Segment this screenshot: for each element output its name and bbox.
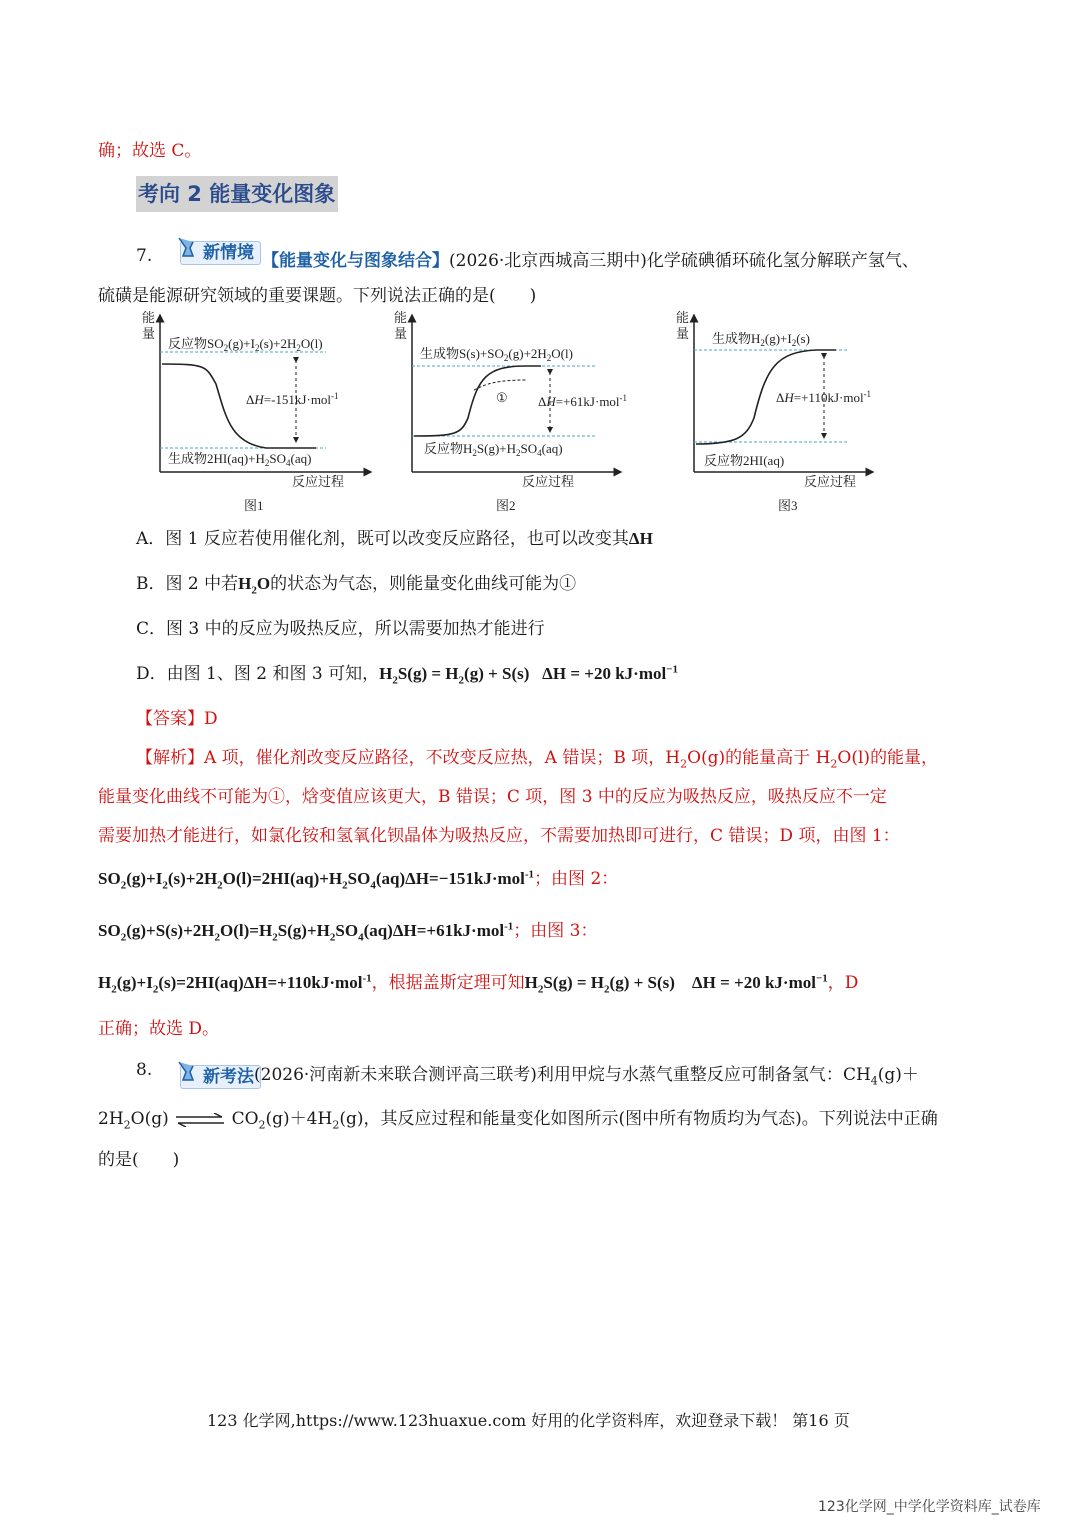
fig3-reactants: 反应物2HI(aq) bbox=[704, 453, 785, 468]
q7-badge-label: 新情境 bbox=[203, 243, 254, 263]
fig1-ylabel-2: 量 bbox=[142, 326, 156, 341]
analysis-text-1: A 项，催化剂改变反应路径，不改变反应热，A 错误；B 项， bbox=[204, 748, 666, 768]
equation-fig2: $SO_2(g)+S(s)+2H_2O(l)=H_2S(g)+H_2SO_4(aq)\Delta H=+61kJ\cdot mol^{-1}$ bbox=[98, 920, 514, 944]
q8-number: 8. bbox=[136, 1060, 153, 1080]
fig3-ylabel-1: 能 bbox=[676, 310, 690, 325]
option-a-symbol: ΔH bbox=[628, 529, 653, 548]
q7-number: 7. bbox=[136, 246, 153, 266]
analysis-text-1-tail: 的能量， bbox=[870, 748, 939, 768]
fig3-products: 生成物$H_2(g)+I_2(s)$ bbox=[712, 331, 810, 348]
fig1-delta-h: ΔH=-151kJ·mol$^{-1}$ bbox=[246, 391, 339, 407]
hess-law-text: ，根据盖斯定理可知 bbox=[371, 973, 525, 993]
q7-stem-line1 bbox=[262, 246, 919, 271]
fig2-reactants: 反应物$H_2S(g)+H_2SO_4(aq)$ bbox=[424, 441, 563, 458]
q8-stem-line2 bbox=[98, 1104, 938, 1131]
flask-icon bbox=[175, 1060, 197, 1084]
section-title: 考向 2 能量变化图象 bbox=[136, 176, 338, 212]
q7-badge bbox=[180, 238, 261, 263]
q8-badge-label: 新考法 bbox=[203, 1067, 254, 1087]
option-b-formula: $H_2O$ bbox=[238, 574, 271, 597]
page-footer: 123 化学网,https://www.123huaxue.com 好用的化学资料库，欢迎登录下载！ 第16 页 bbox=[207, 1411, 850, 1430]
q8-badge bbox=[180, 1062, 261, 1087]
conclusion-line: 正确；故选 D。 bbox=[98, 1019, 220, 1039]
fig1-products: 生成物$2HI(aq)+H_2SO_4(aq)$ bbox=[168, 451, 312, 468]
fig1-xlabel: 反应过程 bbox=[292, 474, 345, 489]
fig2-caption: 图2 bbox=[496, 498, 516, 513]
fig1-reactants: 反应物$SO_2(g)+I_2(s)+2H_2O(l)$ bbox=[168, 336, 323, 353]
option-b bbox=[136, 569, 576, 596]
fig2-curve-marker: ① bbox=[496, 390, 508, 405]
figure-1 bbox=[142, 310, 368, 513]
answer-line bbox=[136, 704, 218, 729]
watermark: 123化学网_中学化学资料库_试卷库 bbox=[818, 1499, 1041, 1515]
figure-3 bbox=[676, 310, 871, 513]
conclusion-tail: ，D bbox=[827, 973, 859, 993]
analysis-line3: 需要加热才能进行，如氯化铵和氢氧化钡晶体为吸热反应，不需要加热即可进行，C 错误；D 项，由图 1： bbox=[98, 826, 900, 846]
q8-products: $CO_2(g)+4H_2(g)$ bbox=[231, 1109, 364, 1132]
equation-fig3: $H_2(g)+I_2(s)=2HI(aq)\Delta H=+110kJ\cdot mol^{-1}$ bbox=[98, 972, 372, 996]
option-a bbox=[136, 524, 653, 549]
q8-source: (2026·河南新未来联合测评高三联考)利用甲烷与水蒸气重整反应可制备氢气： bbox=[254, 1065, 843, 1085]
equation-result: $H_2S(g) = H_2(g) + S(s)$ ΔH = +20 kJ·mol$^{-1}$ bbox=[524, 972, 828, 996]
option-d-equation: $H_2S(g) = H_2(g) + S(s) \Delta H = +20$ kJ·mol$^{-1}$ bbox=[379, 663, 678, 687]
answer-value: D bbox=[204, 709, 218, 729]
analysis-line1 bbox=[136, 743, 938, 770]
energy-diagrams bbox=[136, 308, 896, 518]
analysis-formula-1: $H_2O(g)$的能量高于 $H_2O(l)$ bbox=[665, 748, 871, 771]
fig3-delta-h: ΔH=+110kJ·mol$^{-1}$ bbox=[776, 389, 872, 405]
fig1-ylabel-1: 能 bbox=[142, 310, 156, 325]
q7-source: (2026·北京西城高三期中)化学硫碘循环硫化氢分解联产氢气、 bbox=[449, 251, 919, 271]
fig3-xlabel: 反应过程 bbox=[804, 474, 857, 489]
option-b-text-post: 的状态为气态，则能量变化曲线可能为 bbox=[270, 574, 560, 594]
fig2-xlabel: 反应过程 bbox=[522, 474, 575, 489]
q7-tag: 【能量变化与图象结合】 bbox=[262, 251, 449, 271]
fig3-ylabel-2: 量 bbox=[676, 326, 690, 341]
fig2-delta-h: ΔH=+61kJ·mol$^{-1}$ bbox=[538, 393, 628, 409]
analysis-eq2 bbox=[98, 916, 598, 943]
equilibrium-arrow-icon bbox=[174, 1113, 226, 1127]
previous-answer-tail: 确；故选 C。 bbox=[98, 141, 202, 161]
fig3-caption: 图3 bbox=[778, 498, 798, 513]
equation-fig1: $SO_2(g)+I_2(s)+2H_2O(l)=2HI(aq)+H_2SO_4(aq)\Delta H=-151kJ\cdot mol^{-1}$ bbox=[98, 868, 535, 892]
q8-stem-text-2: ，其反应过程和能量变化如图所示(图中所有物质均为气态)。下列说法中正确 bbox=[363, 1109, 938, 1129]
fig2-products: 生成物$S(s)+SO_2(g)+2H_2O(l)$ bbox=[420, 346, 573, 363]
option-d-text: D．由图 1、图 2 和图 3 可知， bbox=[136, 664, 380, 684]
option-b-text-pre: B．图 2 中若 bbox=[136, 574, 239, 594]
q8-reactants-2: $2H_2O(g)$ bbox=[98, 1109, 169, 1132]
fig2-ylabel-2: 量 bbox=[394, 326, 408, 341]
option-b-marker: ① bbox=[559, 574, 577, 594]
flask-icon bbox=[175, 236, 197, 260]
q8-reactants-1: $CH_4(g)+$ bbox=[842, 1065, 919, 1088]
option-a-text: A．图 1 反应若使用催化剂，既可以改变反应路径，也可以改变其 bbox=[136, 529, 629, 549]
from-fig3-text: ；由图 3： bbox=[513, 921, 598, 941]
analysis-eq1 bbox=[98, 864, 618, 891]
option-d bbox=[136, 659, 678, 686]
from-fig2-text: ；由图 2： bbox=[534, 869, 619, 889]
analysis-line2: 能量变化曲线不可能为①，焓变值应该更大，B 错误；C 项，图 3 中的反应为吸热反应，吸热反应不一定 bbox=[98, 787, 887, 807]
analysis-label: 【解析】 bbox=[136, 748, 204, 768]
q8-stem-line1 bbox=[254, 1060, 919, 1087]
figure-2 bbox=[394, 310, 627, 513]
fig2-ylabel-1: 能 bbox=[394, 310, 408, 325]
analysis-eq3 bbox=[98, 968, 858, 995]
fig1-caption: 图1 bbox=[244, 498, 264, 513]
q7-stem-line2: 硫磺是能源研究领域的重要课题。下列说法正确的是( ) bbox=[98, 286, 537, 306]
option-c: C．图 3 中的反应为吸热反应，所以需要加热才能进行 bbox=[136, 619, 545, 639]
answer-label: 【答案】 bbox=[136, 709, 204, 729]
q8-stem-line3: 的是( ) bbox=[98, 1150, 180, 1170]
